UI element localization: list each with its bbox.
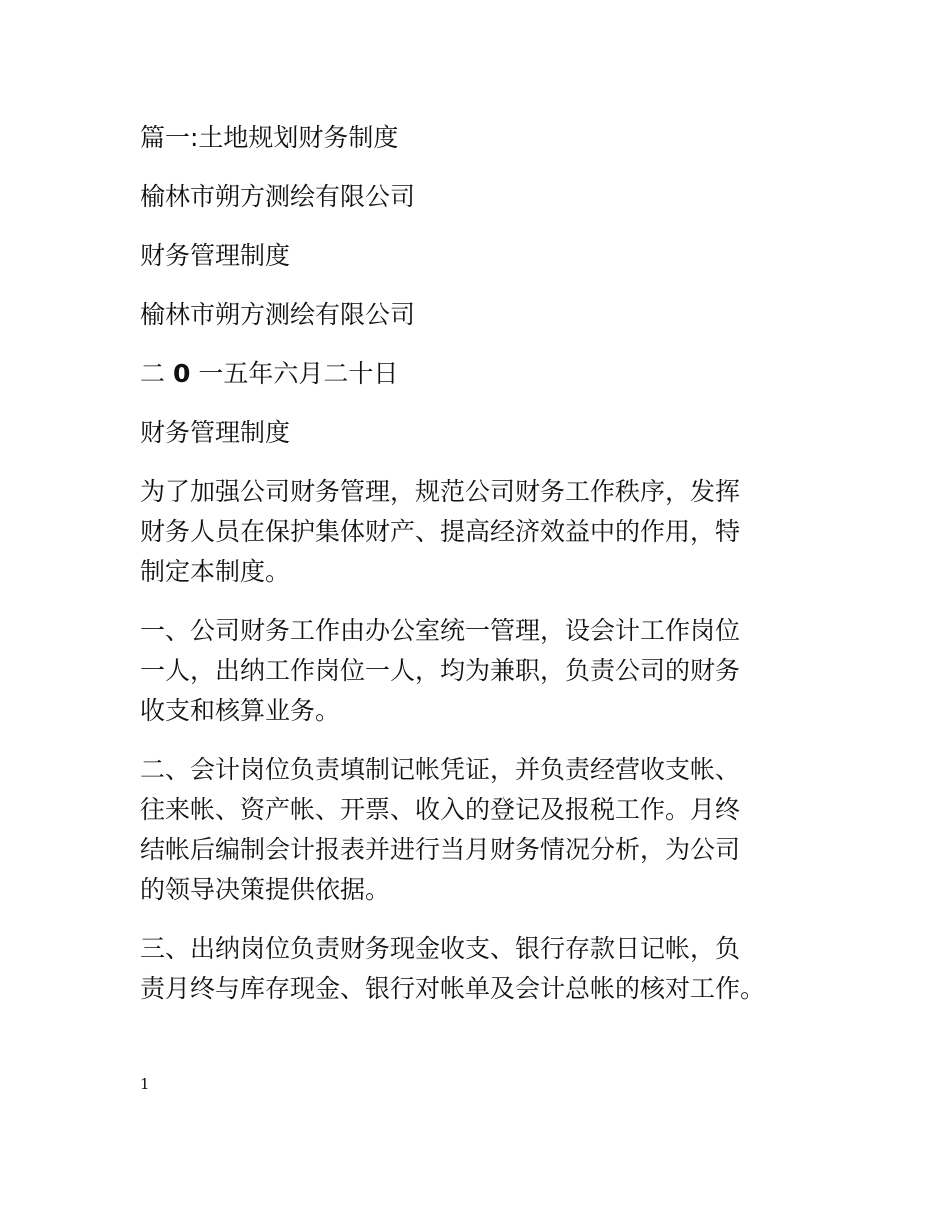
paragraph-article-3 — [140, 929, 800, 1009]
paragraph-line: 一、公司财务工作由办公室统一管理，设会计工作岗位 — [140, 616, 741, 645]
company-name: 榆林市朔方测绘有限公司 — [140, 182, 416, 211]
paragraph-line: 结帐后编制会计报表并进行当月财务情况分析，为公司 — [140, 835, 741, 864]
page-number: 1 — [140, 1075, 150, 1093]
document-body — [140, 118, 800, 1028]
paragraph-line: 收支和核算业务。 — [140, 696, 341, 725]
paragraph-line: 往来帐、资产帐、开票、收入的登记及报税工作。月终 — [140, 795, 741, 824]
paragraph-line: 二、会计岗位负责填制记帐凭证，并负责经营收支帐、 — [140, 755, 741, 784]
paragraph-line: 一人，出纳工作岗位一人，均为兼职，负责公司的财务 — [140, 656, 741, 685]
document-heading: 篇一:土地规划财务制度 — [140, 123, 399, 152]
paragraph-line: 制定本制度。 — [140, 557, 291, 586]
paragraph-line: 的领导决策提供依据。 — [140, 875, 391, 904]
paragraph-article-1 — [140, 611, 800, 731]
section-title: 财务管理制度 — [140, 418, 291, 447]
paragraph-line: 财务人员在保护集体财产、提高经济效益中的作用，特 — [140, 517, 741, 546]
date-part-2: 0 — [172, 359, 191, 388]
company-name-repeat: 榆林市朔方测绘有限公司 — [140, 300, 416, 329]
date-part-1: 二 — [140, 359, 166, 388]
paragraph-article-2 — [140, 750, 800, 910]
paragraph-line: 三、出纳岗位负责财务现金收支、银行存款日记帐，负 — [140, 934, 741, 963]
paragraph-intro — [140, 472, 800, 592]
paragraph-line: 责月终与库存现金、银行对帐单及会计总帐的核对工作。 — [140, 974, 766, 1003]
date-part-3: 一五年六月二十日 — [198, 359, 399, 388]
document-title: 财务管理制度 — [140, 241, 291, 270]
paragraph-line: 为了加强公司财务管理，规范公司财务工作秩序，发挥 — [140, 477, 741, 506]
document-date — [140, 354, 800, 394]
